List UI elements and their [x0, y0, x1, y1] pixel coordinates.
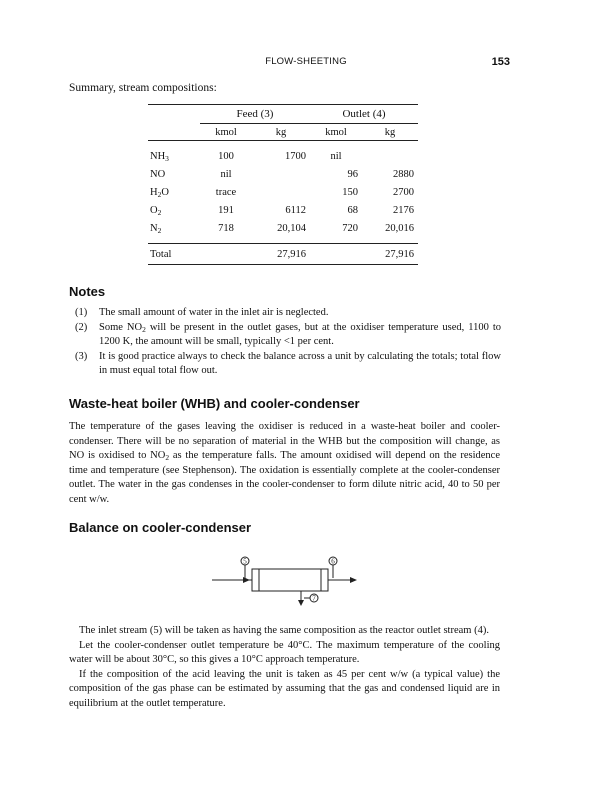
balance-paragraph: If the composition of the acid leaving the unit is taken as 45 per cent w/w (a typical value) the composition of the gas phase can be estimated by assuming that the gas and condensed liquid are in equilibrium at the outlet temperature. [69, 668, 500, 709]
cell: 2176 [393, 204, 414, 216]
whb-paragraph: The temperature of the gases leaving the oxidiser is reduced in a waste-heat boiler and cooler-condenser. There will be no separation of material in the WHB but the composition will change, as NO is oxidised to $NO_2$ as the temperature falls. The amount oxidised will depend on the residence time and temperature (see Stephenson). The oxidation is essentially complete at the cooler-condenser outlet. The water in the gas condenses in the cooler-condenser to form dilute nitric acid, 40 to 50 per cent w/w. [69, 421, 500, 505]
arrow-icon [350, 577, 357, 583]
notes-list [75, 306, 501, 379]
running-title: FLOW-SHEETING [265, 56, 347, 67]
cell: 2700 [393, 186, 414, 198]
cell: 27,916 [277, 248, 306, 260]
group-header-outlet: Outlet (4) [310, 105, 418, 124]
cell: 68 [347, 204, 358, 216]
component-label: NO [150, 168, 166, 180]
table-row [148, 219, 418, 237]
composition-table [148, 104, 418, 265]
note-item: (3) It is good practice always to check the balance across a unit by calculating the totals; total flow in must equal total flow out. [75, 351, 501, 376]
page-number: 153 [491, 56, 510, 68]
component-label: $NH_3$ [150, 150, 169, 163]
cell: 20,104 [277, 222, 306, 234]
cell: 1700 [285, 150, 306, 162]
cell: nil [330, 150, 342, 162]
cell: 20,016 [385, 222, 414, 234]
unit-header: kg [275, 126, 287, 138]
cell: 720 [342, 222, 358, 234]
process-flow-svg [200, 556, 360, 606]
component-label: $N_2$ [150, 222, 162, 235]
cell: 718 [218, 222, 234, 234]
cell [362, 147, 418, 165]
cell: 100 [218, 150, 234, 162]
cell: trace [215, 186, 237, 198]
unit-header: kg [384, 126, 396, 138]
cell: 96 [347, 168, 358, 180]
group-header-feed: Feed (3) [200, 105, 310, 124]
arrow-icon [243, 577, 250, 583]
cell [252, 183, 310, 201]
running-head [0, 56, 612, 70]
note-item: (1) The small amount of water in the inlet air is neglected. [75, 307, 329, 318]
stream-label: 5 [243, 557, 247, 566]
cooler-condenser-diagram [200, 556, 360, 606]
cell: 150 [342, 186, 358, 198]
stream-label: 7 [312, 594, 316, 603]
note-item: (2) Some $NO_2$ will be present in the outlet gases, but at the oxidiser temperature used, 1100 to 1200 K, the amount will be small, typically <1 per cent. [75, 322, 501, 347]
total-label: Total [150, 248, 172, 260]
balance-paragraph: The inlet stream (5) will be taken as having the same composition as the reactor outlet stream (4). [79, 625, 489, 636]
exchanger-shell [252, 569, 328, 591]
table-row [148, 165, 418, 183]
unit-header: kmol [215, 126, 237, 138]
cell: nil [220, 168, 232, 180]
table-row [148, 183, 418, 201]
component-label: $O_2$ [150, 204, 162, 217]
cell: 2880 [393, 168, 414, 180]
cell [252, 165, 310, 183]
component-label: $H_2O$ [150, 186, 169, 199]
stream-label: 6 [331, 557, 335, 566]
table-intro: Summary, stream compositions: [69, 82, 217, 94]
whb-heading: Waste-heat boiler (WHB) and cooler-condenser [69, 396, 360, 411]
arrow-icon [298, 600, 304, 606]
table-row [148, 147, 418, 165]
cell: 27,916 [385, 248, 414, 260]
cell: 6112 [285, 204, 306, 216]
unit-header: kmol [325, 126, 347, 138]
notes-heading: Notes [69, 284, 106, 299]
table-row [148, 201, 418, 219]
cell: 191 [218, 204, 234, 216]
total-row [148, 244, 418, 265]
balance-heading: Balance on cooler-condenser [69, 520, 252, 535]
balance-text [69, 624, 500, 712]
balance-paragraph: Let the cooler-condenser outlet temperature be 40°C. The maximum temperature of the cooling water will be about 30°C, so this gives a 10°C approach temperature. [69, 639, 500, 666]
